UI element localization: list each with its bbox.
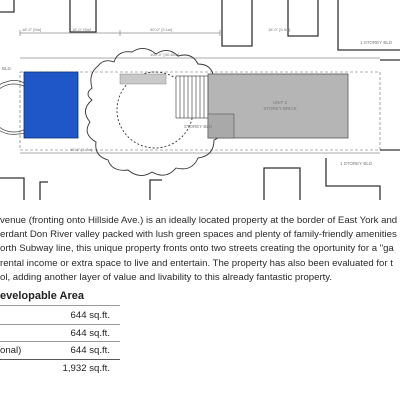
row-label: onal) [0,345,22,356]
row-value: 1,932 sq.ft. [62,362,110,374]
table-row [0,324,120,342]
walkway [120,74,166,84]
dimension-label: 30'-0" [9.1m] [150,27,173,32]
top-neighbour-outlines [0,0,400,50]
row-value: 644 sq.ft. [70,310,110,321]
dimension-label: 15'-6" [4.7m] [70,147,93,152]
table-row-total [0,359,120,377]
house-sublabel: STOREY BRICK [263,106,297,111]
rear-label: STOREY BLD [183,124,213,129]
right-neighbour-outline [380,60,400,150]
storey-label: 1 STOREY BLD [340,161,373,166]
bottom-neighbour-outlines [0,158,380,200]
table-divider [0,305,120,306]
house-label: UNIT 2 [272,100,288,105]
row-value: 644 sq.ft. [70,327,110,339]
description-line: venue (fronting onto Hillside Ave.) is an ideally located property at the border of East York and [0,215,398,226]
description-line: rental income or extra space to live and entertain. The property has also been evaluated for t [0,257,393,269]
dimension-label: 100'-0" [30.48m] [150,52,180,57]
storey-label: 1 STOREY BLD [360,40,393,45]
property-description [0,214,400,285]
description-line: ol, adding another layer of value and livability to this already fantastic property. [0,271,333,283]
developable-area-table [0,307,120,376]
dimension-label: 18'-0" [5m] [22,27,42,32]
deck-stairs [176,76,208,118]
table-row [0,307,120,324]
dimension-label: 18'-0" [5.5m] [268,27,291,32]
dimension-label: 18'-0" [5m] [72,27,92,32]
left-label: BLD. [2,66,13,71]
developable-area-heading: evelopable Area [0,290,84,302]
new-garden-suite [24,72,78,138]
row-value: 644 sq.ft. [70,345,110,356]
description-line: orth Subway line, this unique property fronts onto two streets creating the oportunity for a "ga [0,243,394,255]
table-row [0,341,120,359]
description-line: erdant Don River valley packed with lush green spaces and plenty of family-friendly amenities [0,229,397,241]
